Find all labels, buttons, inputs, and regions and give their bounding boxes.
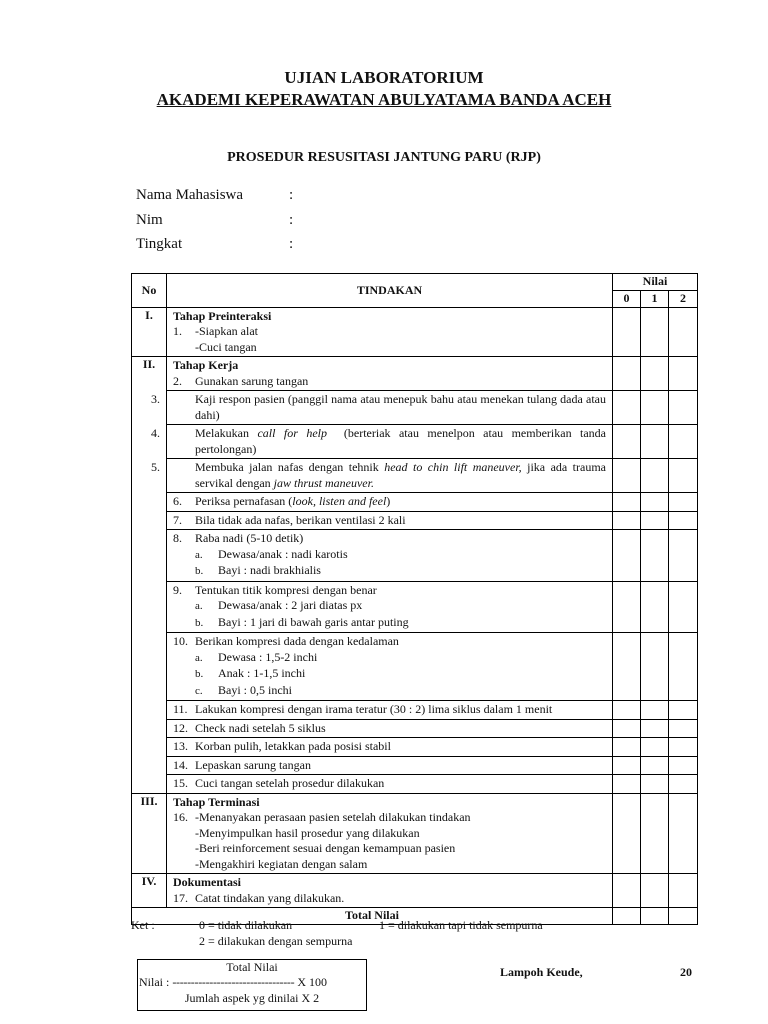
item-text: Kaji respon pasien (panggil nama atau menepuk bahu atau menekan tulang dada atau dahi) [195, 392, 606, 422]
table-row [132, 511, 698, 530]
field-colon: : [289, 236, 294, 252]
legend-label: Ket : [131, 918, 155, 932]
legend-2: 2 = dilakukan dengan sempurna [199, 934, 353, 948]
item-text: -Menyimpulkan hasil prosedur yang dilakukan [195, 825, 420, 840]
item-text-italic: jaw thrust maneuver. [273, 475, 374, 490]
score-cell-0[interactable] [613, 793, 641, 874]
item-number: 17. [173, 890, 188, 905]
place-label: Lampoh Keude, [500, 965, 583, 979]
formula-bar: --------------------------------- [172, 975, 295, 989]
score-cell-2[interactable] [669, 738, 698, 757]
table-row [132, 793, 698, 874]
score-cell-2[interactable] [669, 307, 698, 357]
score-cell-2[interactable] [669, 581, 698, 633]
section-title: Dokumentasi [173, 875, 242, 889]
sub-label: a. [195, 600, 203, 612]
section-cell [167, 307, 613, 357]
table-row [132, 425, 698, 459]
sub-text: Bayi : nadi brakhialis [218, 563, 321, 577]
table-row [132, 307, 698, 357]
score-header-1: 1 [641, 291, 669, 308]
score-cell-1[interactable] [641, 511, 669, 530]
score-cell-0[interactable] [613, 511, 641, 530]
section-number: I. [132, 307, 167, 357]
field-tingkat [136, 236, 294, 253]
score-cell-2[interactable] [669, 425, 698, 459]
total-cell-1[interactable] [641, 908, 669, 925]
item-text: Gunakan sarung tangan [195, 373, 309, 388]
section-title: Tahap Preinteraksi [173, 308, 272, 323]
score-cell-2[interactable] [669, 391, 698, 425]
item-number: 3. [151, 392, 160, 406]
item-number: 15. [173, 776, 188, 790]
item-text: Berikan kompresi dada dengan kedalaman [195, 634, 399, 648]
item-number: 13. [173, 739, 188, 753]
score-cell-2[interactable] [669, 530, 698, 582]
sub-label: b. [195, 668, 204, 680]
item-text: -Siapkan alat [195, 324, 258, 338]
item-text: -Menanyakan perasaan pasien setelah dilakukan tindakan [195, 810, 471, 824]
score-cell-0[interactable] [613, 633, 641, 701]
total-label: Total Nilai [132, 908, 613, 925]
header-nilai: Nilai [613, 274, 698, 291]
sub-text: Dewasa/anak : 2 jari diatas px [218, 598, 363, 612]
field-label: Tingkat [136, 236, 183, 252]
item-text: Cuci tangan setelah prosedur dilakukan [195, 776, 385, 790]
table-row [132, 756, 698, 775]
score-cell-0[interactable] [613, 530, 641, 582]
item-text: Tentukan titik kompresi dengan benar [195, 582, 377, 597]
formula-numerator: Total Nilai [226, 960, 278, 974]
score-formula-box [137, 959, 367, 1011]
score-cell-2[interactable] [669, 511, 698, 530]
header-tindakan: TINDAKAN [167, 274, 613, 308]
item-text: jika ada trauma servikal dengan [195, 460, 606, 490]
score-cell-0[interactable] [613, 719, 641, 738]
score-cell-1[interactable] [641, 775, 669, 794]
field-label: Nim [136, 212, 163, 228]
item-text: Raba nadi (5-10 detik) [195, 531, 304, 545]
table-row [132, 633, 698, 701]
item-text: -Cuci tangan [195, 339, 257, 354]
field-colon: : [289, 212, 294, 228]
score-cell-1[interactable] [641, 756, 669, 775]
table-row [132, 459, 698, 493]
item-text: Catat tindakan yang dilakukan. [195, 890, 345, 905]
legend-1: 1 = dilakukan tapi tidak sempurna [379, 918, 543, 932]
legend [131, 918, 631, 952]
table-row [132, 738, 698, 757]
sub-text: Bayi : 0,5 inchi [218, 682, 292, 697]
sub-text: Dewasa : 1,5-2 inchi [218, 649, 318, 664]
item-number: 5. [151, 460, 160, 474]
score-cell-2[interactable] [669, 756, 698, 775]
score-cell-0[interactable] [613, 357, 641, 391]
section-number: IV. [132, 874, 167, 908]
formula-denominator: Jumlah aspek yg dinilai X 2 [184, 991, 320, 1005]
header-no: No [132, 274, 167, 308]
table-row [132, 357, 698, 391]
item-number: 1. [173, 324, 182, 338]
exam-title: UJIAN LABORATORIUM [284, 68, 484, 87]
score-cell-0[interactable] [613, 756, 641, 775]
item-number: 14. [173, 757, 188, 772]
item-text: Check nadi setelah 5 siklus [195, 720, 326, 735]
score-cell-0[interactable] [613, 459, 641, 493]
section-cell [167, 357, 613, 391]
sub-text: Dewasa/anak : nadi karotis [218, 546, 348, 561]
score-cell-1[interactable] [641, 701, 669, 720]
score-cell-1[interactable] [641, 738, 669, 757]
score-cell-0[interactable] [613, 581, 641, 633]
formula-line [139, 975, 327, 990]
score-cell-2[interactable] [669, 357, 698, 391]
item-text: (berteriak atau menelpon atau memberikan tanda pertolongan) [195, 426, 610, 456]
sub-label: b. [195, 616, 204, 629]
score-cell-2[interactable] [669, 701, 698, 720]
item-text: Lakukan kompresi dengan irama teratur (30 : 2) lima siklus dalam 1 menit [195, 702, 553, 716]
score-cell-1[interactable] [641, 425, 669, 459]
score-cell-0[interactable] [613, 425, 641, 459]
item-text: -Mengakhiri kegiatan dengan salam [195, 856, 368, 871]
score-cell-2[interactable] [669, 719, 698, 738]
score-cell-2[interactable] [669, 793, 698, 874]
field-colon: : [289, 187, 294, 203]
table-row [132, 719, 698, 738]
table-row [132, 581, 698, 633]
legend-0: 0 = tidak dilakukan [199, 918, 293, 932]
score-cell-0[interactable] [613, 738, 641, 757]
field-label: Nama Mahasiswa [136, 187, 244, 203]
section-number: II. [132, 357, 167, 794]
score-cell-0[interactable] [613, 307, 641, 357]
item-text: Melakukan [195, 426, 258, 440]
score-cell-0[interactable] [613, 874, 641, 908]
section-cell [167, 874, 613, 908]
table-row [132, 874, 698, 908]
score-cell-1[interactable] [641, 391, 669, 425]
item-number: 16. [173, 810, 188, 824]
item-text: Korban pulih, letakkan pada posisi stabil [195, 739, 391, 753]
score-cell-0[interactable] [613, 391, 641, 425]
sub-label: a. [195, 548, 203, 561]
item-text: -Beri reinforcement sesuai dengan kemampuan pasien [195, 841, 456, 855]
score-cell-1[interactable] [641, 357, 669, 391]
score-cell-2[interactable] [669, 493, 698, 512]
item-text: Periksa pernafasan ( [195, 494, 293, 508]
institution-title: AKADEMI KEPERAWATAN ABULYATAMA BANDA ACEH [156, 90, 612, 109]
table-row [132, 530, 698, 582]
item-number: 6. [173, 494, 182, 508]
item-number: 2. [173, 373, 182, 388]
section-cell [167, 793, 613, 874]
sub-label: b. [195, 565, 204, 577]
formula-times: X 100 [297, 975, 327, 989]
sub-label: a. [195, 651, 203, 664]
table-row [132, 701, 698, 720]
item-number: 12. [173, 720, 188, 735]
item-number: 8. [173, 531, 182, 545]
assessment-table [131, 273, 698, 925]
score-cell-0[interactable] [613, 493, 641, 512]
formula-prefix: Nilai : [139, 975, 170, 989]
section-title: Tahap Terminasi [173, 794, 260, 809]
item-text: Bila tidak ada nafas, berikan ventilasi 2 kali [195, 512, 406, 527]
item-text: Membuka jalan nafas dengan tehnik [195, 460, 385, 474]
procedure-title: PROSEDUR RESUSITASI JANTUNG PARU (RJP) [227, 150, 541, 165]
score-cell-1[interactable] [641, 633, 669, 701]
item-number: 11. [173, 702, 188, 716]
score-cell-2[interactable] [669, 775, 698, 794]
item-text: Lepaskan sarung tangan [195, 757, 311, 772]
table-row [132, 391, 698, 425]
score-cell-1[interactable] [641, 459, 669, 493]
score-header-2: 2 [669, 291, 698, 308]
score-cell-1[interactable] [641, 530, 669, 582]
sub-text: Anak : 1-1,5 inchi [218, 666, 306, 680]
score-cell-1[interactable] [641, 581, 669, 633]
item-number: 7. [173, 512, 182, 527]
table-row [132, 493, 698, 512]
score-cell-0[interactable] [613, 701, 641, 720]
item-number: 10. [173, 634, 188, 648]
item-text-italic: head to chin lift maneuver, [384, 460, 522, 474]
score-cell-1[interactable] [641, 793, 669, 874]
sub-label: c. [195, 684, 203, 697]
item-number: 4. [151, 426, 160, 440]
item-number: 9. [173, 582, 182, 597]
item-text: ) [386, 494, 391, 508]
score-cell-1[interactable] [641, 719, 669, 738]
item-text-italic: look, listen and feel [292, 494, 387, 508]
section-number: III. [132, 793, 167, 874]
field-nama [136, 187, 294, 204]
table-row [132, 775, 698, 794]
section-title: Tahap Kerja [173, 358, 239, 372]
year-label: 20 [680, 965, 692, 979]
sub-text: Bayi : 1 jari di bawah garis antar puting [218, 614, 409, 629]
total-cell-2[interactable] [669, 908, 698, 925]
score-cell-2[interactable] [669, 874, 698, 908]
score-cell-2[interactable] [669, 459, 698, 493]
score-cell-0[interactable] [613, 775, 641, 794]
field-nim [136, 212, 294, 229]
score-cell-1[interactable] [641, 307, 669, 357]
score-header-0: 0 [613, 291, 641, 308]
score-cell-1[interactable] [641, 493, 669, 512]
score-cell-2[interactable] [669, 633, 698, 701]
score-cell-1[interactable] [641, 874, 669, 908]
item-text-italic: call for help [257, 426, 327, 440]
